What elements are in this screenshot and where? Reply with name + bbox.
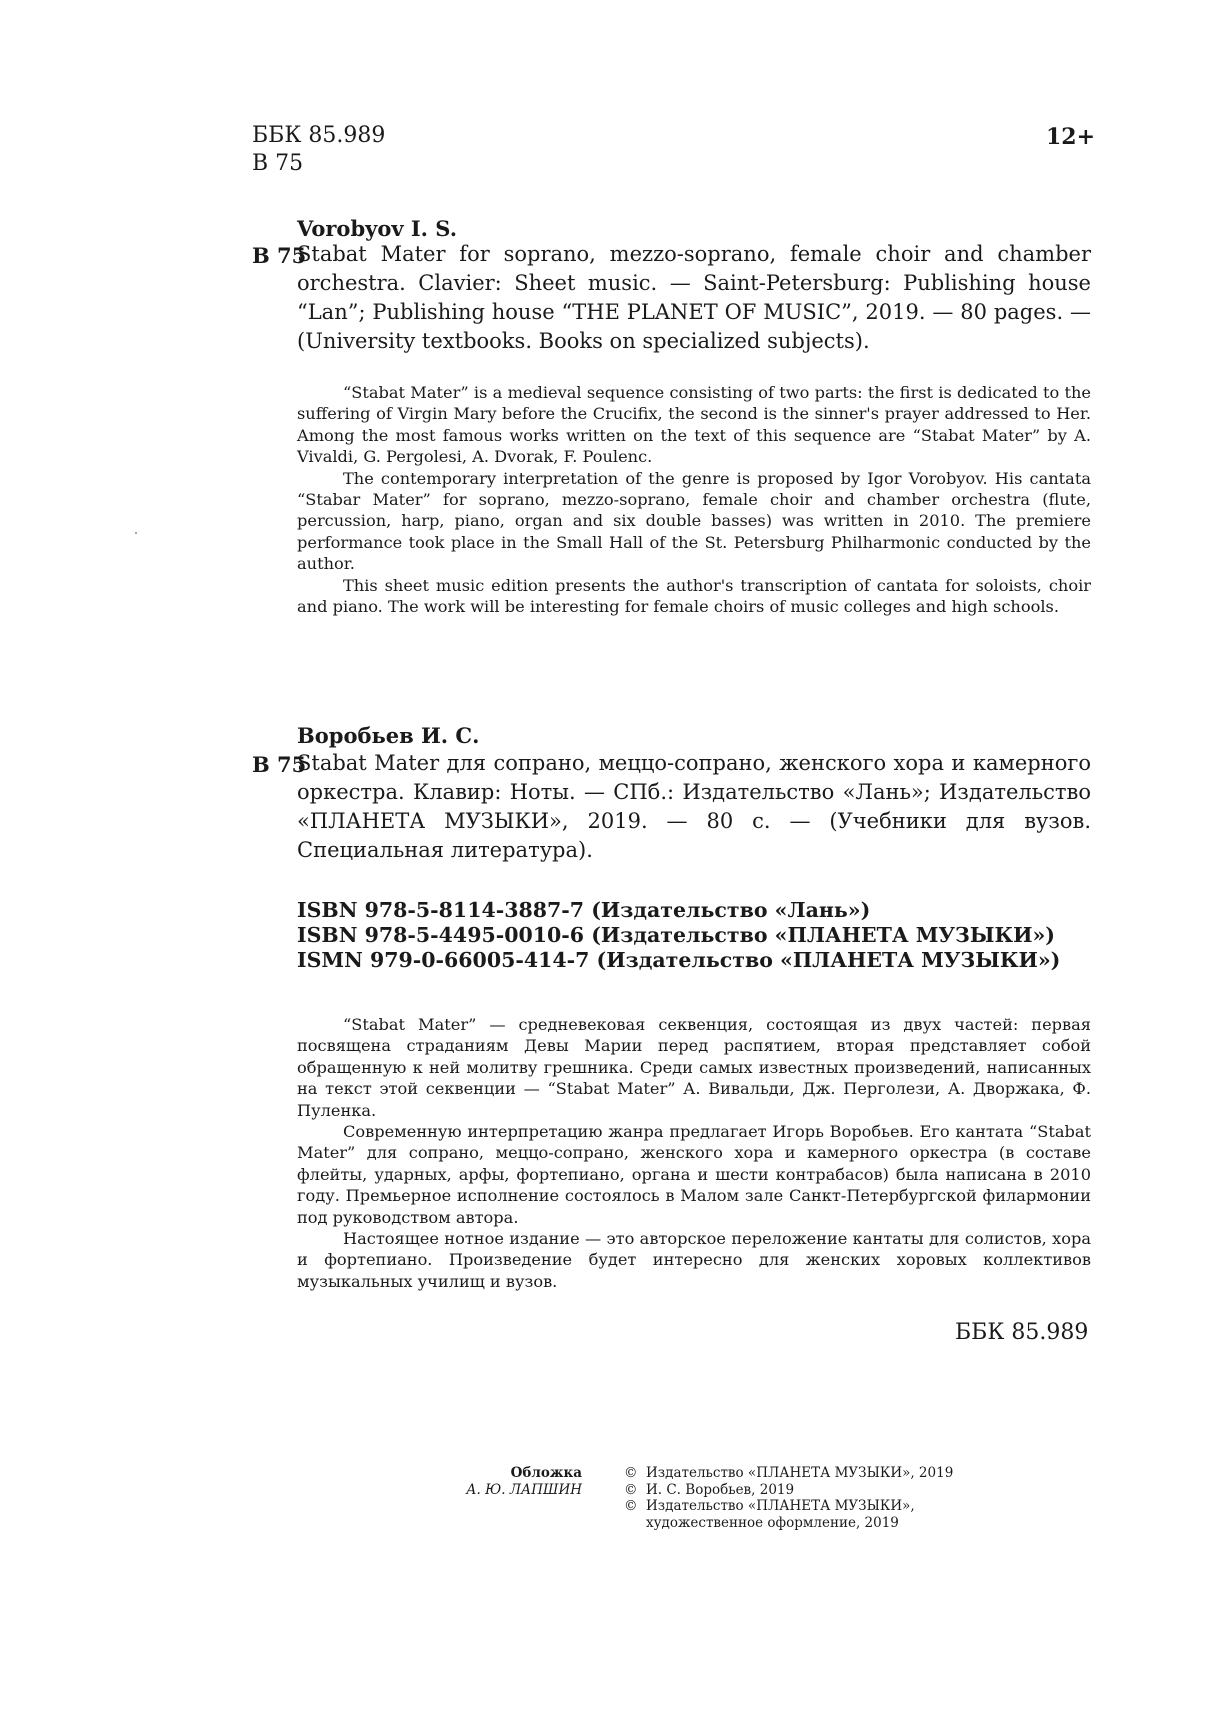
copyright-line: © Издательство «ПЛАНЕТА МУЗЫКИ», 2019	[624, 1465, 954, 1481]
copyright-icon: ©	[624, 1498, 638, 1514]
isbn-line: ISBN 978-5-4495-0010-6 (Издательство «ПЛАНЕТА МУЗЫКИ»)	[297, 923, 1055, 947]
author-name-en: Vorobyov I. S.	[297, 216, 458, 241]
author-code: В 75	[252, 151, 304, 176]
copyright-line: © Издательство «ПЛАНЕТА МУЗЫКИ»,	[624, 1498, 915, 1514]
copyright-icon: ©	[624, 1465, 638, 1481]
bibliography-en: Stabat Mater for soprano, mezzo-soprano, female choir and chamber orchestra. Clavier: Sheet music. — Saint-Petersburg: Publishing house “Lan”; Publishing house “THE PLANET OF MUSIC”, 2019. — 80 pages. — (University textbooks. Books on specialized subjects).	[297, 242, 1091, 353]
cover-artist: А. Ю. ЛАПШИН	[466, 1481, 582, 1498]
copyright-line: © И. С. Воробьев, 2019	[624, 1481, 795, 1498]
abstract-paragraph: The contemporary interpretation of the genre is proposed by Igor Vorobyov. His cantata “Stabar Mater” for soprano, mezzo-soprano, female choir and chamber orchestra (flute, percussion, harp, piano, organ and six double basses) was written in 2010. The premiere performance took place in the Small Hall of the St. Petersburg Philharmonic conducted by the author.	[297, 468, 1091, 574]
abstract-paragraph: This sheet music edition presents the author's transcription of cantata for soloists, choir and piano. The work will be interesting for female choirs of music colleges and high schools.	[297, 575, 1091, 617]
abstract-paragraph: “Stabat Mater” is a medieval sequence consisting of two parts: the first is dedicated to the suffering of Virgin Mary before the Crucifix, the second is the sinner's prayer addressed to Her. Among the most famous works written on the text of this sequence are “Stabat Mater” by A. Vivaldi, G. Pergolesi, A. Dvorak, F. Poulenc.	[297, 383, 1091, 467]
bbk-index: ББК 85.989	[252, 123, 386, 148]
abstract-ru	[297, 1014, 1091, 1292]
author-code-en: В 75	[252, 243, 307, 268]
abstract-paragraph: Современную интерпретацию жанра предлагает Игорь Воробьев. Его кантата “Stabat Mater” для сопрано, меццо-сопрано, женского хора и камерного оркестра (в составе флейты, ударных, арфы, фортепиано, органа и шести контрабасов) была написана в 2010 году. Премьерное исполнение состоялось в Малом зале Санкт-Петербургской филармонии под руководством автора.	[297, 1122, 1091, 1227]
copyright-block	[624, 1465, 953, 1531]
bibliography-ru: Stabat Mater для сопрано, меццо-сопрано, женского хора и камерного оркестра. Клавир: Ноты. — СПб.: Издательство «Лань»; Издательство «ПЛАНЕТА МУЗЫКИ», 2019. — 80 с. — (Учебники для вузов. Специальная литература).	[297, 751, 1091, 862]
bbk-footer: ББК 85.989	[955, 1320, 1089, 1345]
isbn-block	[297, 898, 1060, 973]
copyright-icon: ©	[624, 1481, 638, 1498]
ismn-line: ISMN 979-0-66005-414-7 (Издательство «ПЛАНЕТА МУЗЫКИ»)	[297, 948, 1061, 972]
author-name-ru: Воробьев И. С.	[297, 723, 480, 748]
abstract-en	[297, 382, 1091, 617]
cover-credit	[400, 1465, 582, 1498]
cover-label: Обложка	[510, 1465, 582, 1481]
copyright-line-continuation: художественное оформление, 2019	[646, 1514, 899, 1531]
isbn-line: ISBN 978-5-8114-3887-7 (Издательство «Лань»)	[297, 898, 871, 922]
author-code-ru: В 75	[252, 752, 307, 777]
margin-mark	[135, 532, 137, 534]
abstract-paragraph: Настоящее нотное издание — это авторское переложение кантаты для солистов, хора и фортепиано. Произведение будет интересно для женских хоровых коллективов музыкальных училищ и вузов.	[297, 1229, 1091, 1291]
abstract-paragraph: “Stabat Mater” — средневековая секвенция, состоящая из двух частей: первая посвящена страданиям Девы Марии перед распятием, вторая представляет собой обращенную к ней молитву грешника. Среди самых известных произведений, написанных на текст этой секвенции — “Stabat Mater” А. Вивальди, Дж. Перголези, А. Дворжака, Ф. Пуленка.	[297, 1015, 1091, 1120]
age-rating: 12+	[1046, 124, 1096, 150]
